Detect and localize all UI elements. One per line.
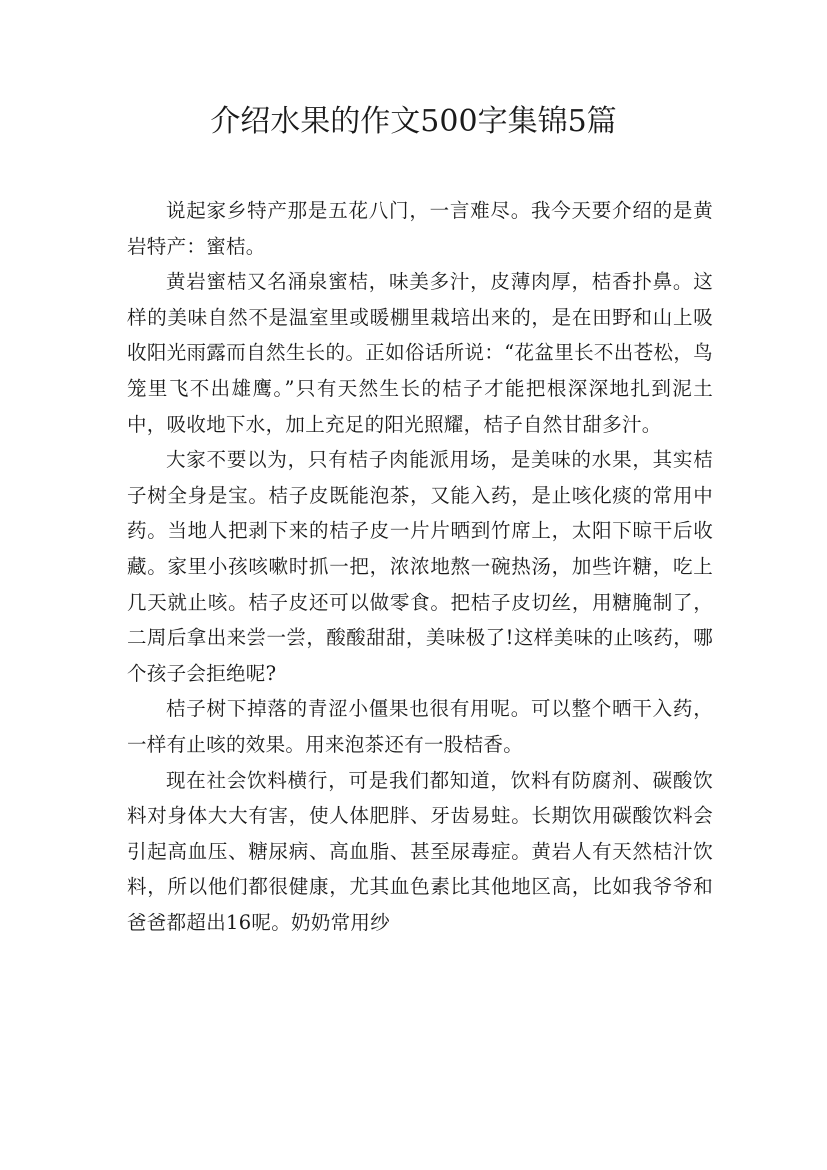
paragraph-4: 桔子树下掉落的青涩小僵果也很有用呢。可以整个晒干入药，一样有止咳的效果。用来泡茶还有一股桔香。 <box>127 697 713 756</box>
document-title: 介绍水果的作文500字集锦5篇 <box>210 104 617 139</box>
document-body <box>127 193 713 940</box>
paragraph-3: 大家不要以为，只有桔子肉能派用场，是美味的水果，其实桔子树全身是宝。桔子皮既能泡茶，又能入药，是止咳化痰的常用中药。当地人把剥下来的桔子皮一片片晒到竹席上，太阳下晾干后收藏。家里小孩咳嗽时抓一把，浓浓地熬一碗热汤，加些许糖，吃上几天就止咳。桔子皮还可以做零食。把桔子皮切丝，用糖腌制了，二周后拿出来尝一尝，酸酸甜甜，美味极了!这样美味的止咳药，哪个孩子会拒绝呢? <box>127 448 713 685</box>
paragraph-1: 说起家乡特产那是五花八门，一言难尽。我今天要介绍的是黄岩特产：蜜桔。 <box>127 199 713 258</box>
paragraph-2: 黄岩蜜桔又名涌泉蜜桔，味美多汁，皮薄肉厚，桔香扑鼻。这样的美味自然不是温室里或暖棚里栽培出来的，是在田野和山上吸收阳光雨露而自然生长的。正如俗话所说：“花盆里长不出苍松，鸟笼里飞不出雄鹰。”只有天然生长的桔子才能把根深深地扎到泥土中，吸收地下水，加上充足的阳光照耀，桔子自然甘甜多汁。 <box>127 270 713 436</box>
paragraph-5: 现在社会饮料横行，可是我们都知道，饮料有防腐剂、碳酸饮料对身体大大有害，使人体肥胖、牙齿易蛀。长期饮用碳酸饮料会引起高血压、糖尿病、高血脂、甚至尿毒症。黄岩人有天然桔汁饮料，所以他们都很健康，尤其血色素比其他地区高，比如我爷爷和爸爸都超出16呢。奶奶常用纱 <box>127 768 713 934</box>
